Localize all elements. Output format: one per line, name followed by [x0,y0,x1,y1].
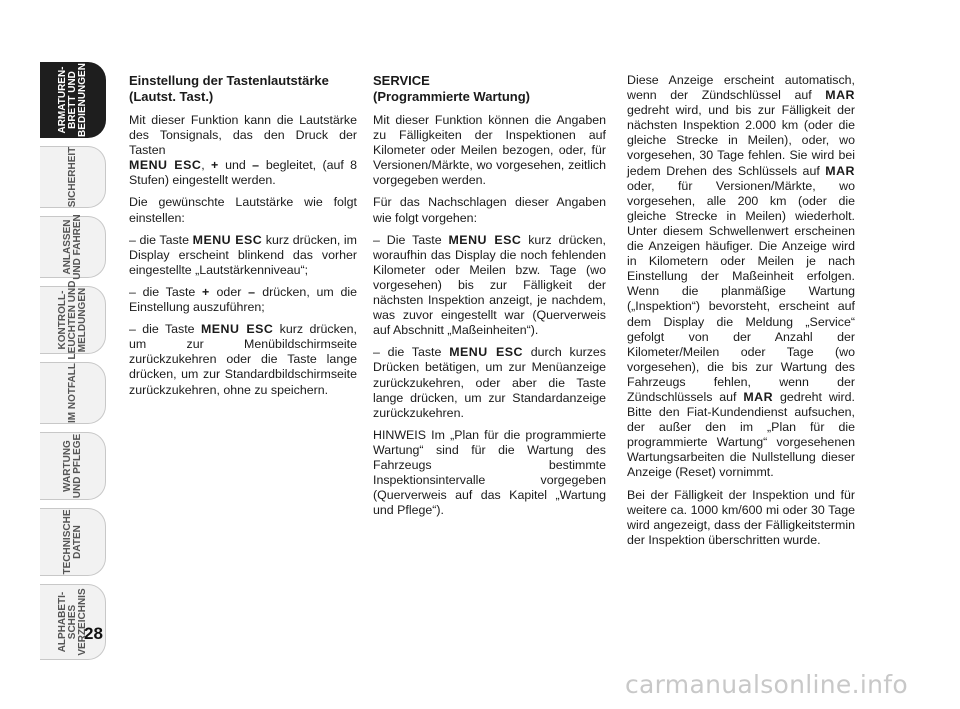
paragraph [627,73,855,481]
text: , [201,158,212,173]
tab-kontrollleuchten[interactable] [40,280,106,360]
tab-armaturenbrett[interactable] [40,62,106,138]
text: kurz drücken, im Display erscheint blinkend das vorher eingestellte „Lautstärkenniveau“; [129,232,357,277]
text: drücken, um die Einstellung auszuführen; [129,284,357,315]
text: – die Taste [129,284,203,299]
paragraph: Die gewünschte Lautstärke wie folgt einstellen: [129,195,357,225]
paragraph [373,233,606,339]
key-label: – [252,158,260,173]
section-heading: Einstellung der Tastenlautstärke (Lautst. Tast.) [129,73,329,104]
paragraph: Bei der Fälligkeit der Inspektion und für weitere ca. 1000 km/600 mi oder 30 Tage wird angezeigt, dass der Fälligkeitstermin der Inspektion überschritten wurde. [627,487,855,547]
paragraph: Für das Nachschlagen dieser Angaben wie folgt vorgehen: [373,195,606,225]
paragraph [129,322,357,397]
tab-anlassen-und-fahren[interactable] [40,216,106,278]
tab-im-notfall[interactable] [40,362,106,424]
column-service-display [627,73,855,555]
tab-label: SICHERHEIT [66,146,78,208]
tab-technische-daten[interactable] [40,508,106,576]
key-label: MENU ESC [192,232,263,247]
text: – die Taste [129,322,201,337]
key-label: – [248,284,256,299]
text: oder [209,284,249,299]
heading-line: SERVICE [373,73,430,88]
tab-label: TECHNISCHE DATEN [61,509,83,575]
key-label: + [211,158,219,173]
tab-label: IM NOTFALL [66,363,78,423]
tab-label: ARMATUREN- BRETT UND BEDIENUNGEN [56,63,88,137]
paragraph: HINWEIS Im „Plan für die programmierte Wartung“ sind für die Wartung des Fahrzeugs bestimmte Inspektionsintervalle vorgegeben (Querverweis auf das Kapitel „Wartung und Pflege“). [373,427,606,518]
key-label: MAR [743,389,774,404]
key-label: MENU ESC [129,158,202,173]
key-label: MENU ESC [448,232,522,247]
watermark: carmanualsonline.info [625,670,908,699]
tab-label: ANLASSEN UND FAHREN [61,214,83,280]
key-label: MENU ESC [449,345,523,360]
key-label: MAR [825,88,855,103]
tab-sicherheit[interactable] [40,146,106,208]
tab-label: WARTUNG UND PFLEGE [61,433,83,499]
text: oder, für Versionen/Märkte, wo vorgesehen, alle 200 km (oder die gleiche Strecke in Meilen) wiederholt. Unter diesem Schwellenwert erscheinen die Anzeigen häufiger. Die Anzeige wird in Kilometern oder Meilen je nach Einstellung der Maßeinheit erfolgen. Wenn die planmäßige Wartung („Inspektion“) bevorsteht, erscheint auf dem Display die Meldung „Service“ gefolgt von der Anzahl der Kilometer/Meilen oder Tage (wo vorgesehen), die bis zur Wartung des Fahrzeugs fehlen, wenn der Zündschlüssels auf [627,178,855,404]
tab-label: ALPHABETI- SCHES VERZEICHNIS [56,588,88,656]
heading-line: (Programmierte Wartung) [373,89,530,104]
text: kurz drücken, um zur Menübildschirmseite zurückzukehren oder die Taste lange drücken, um zur Standardbildschirmseite zurückzukehren, ohne zu speichern. [129,322,357,397]
column-tastenlautstaerke [129,73,357,405]
page-number: 28 [84,624,103,643]
key-label: MENU ESC [200,322,274,337]
text: gedreht wird, und bis zur Fälligkeit der nächsten Inspektion 2.000 km (oder die gleiche Strecke in Meilen), oder, wo vorgesehen, 30 Tage fehlen. Sie wird bei jedem Drehen des Schlüssels auf [627,103,855,178]
chapter-tabs [40,62,106,668]
paragraph [129,285,357,315]
section-heading [373,73,606,105]
text: gedreht wird. Bitte den Fiat-Kundendienst aufsuchen, der außer den im „Plan für die programmierte Wartung“ vorgesehenen Wartungsarbeiten die Nullstellung dieser Anzeige (Reset) vornimmt. [627,389,855,480]
text: durch kurzes Drücken betätigen, um zur Menüanzeige zurückzukehren, oder aber die Taste lange drücken, um zur Standardanzeige zurückzukehren. [373,345,606,420]
paragraph [129,233,357,278]
text: – Die Taste [373,232,449,247]
tab-label: KONTROLL- LEUCHTEN UND MELDUNGEN [56,280,88,360]
tab-wartung-und-pflege[interactable] [40,432,106,500]
text: – die Taste [129,232,193,247]
paragraph [373,345,606,420]
column-service [373,73,606,525]
key-label: + [202,284,210,299]
tab-alphabetisches-verzeichnis[interactable] [40,584,106,660]
text: – die Taste [373,345,450,360]
text: Diese Anzeige erscheint automatisch, wenn der Zündschlüssel auf [627,73,855,103]
text: Mit dieser Funktion kann die Lautstärke des Tonsignals, das den Druck der Tasten [129,113,357,158]
key-label: MAR [825,163,855,178]
text: und [218,158,253,173]
text: begleitet, (auf 8 Stufen) eingestellt werden. [129,158,357,188]
paragraph [129,113,357,188]
text: kurz drücken, woraufhin das Display die noch fehlenden Kilometer oder Meilen bzw. Tage (wo vorgesehen) bis zur Fälligkeit der nächsten Inspektion anzeigt, je nachdem, was zuvor eingestellt war (Querverweis auf Abschnitt „Maßeinheiten“). [373,232,606,338]
paragraph: Mit dieser Funktion können die Angaben zu Fälligkeiten der Inspektionen auf Kilometer oder Meilen bezogen, oder, für Versionen/Märkte, wo vorgesehen, zeitlich vorgegeben werden. [373,113,606,188]
